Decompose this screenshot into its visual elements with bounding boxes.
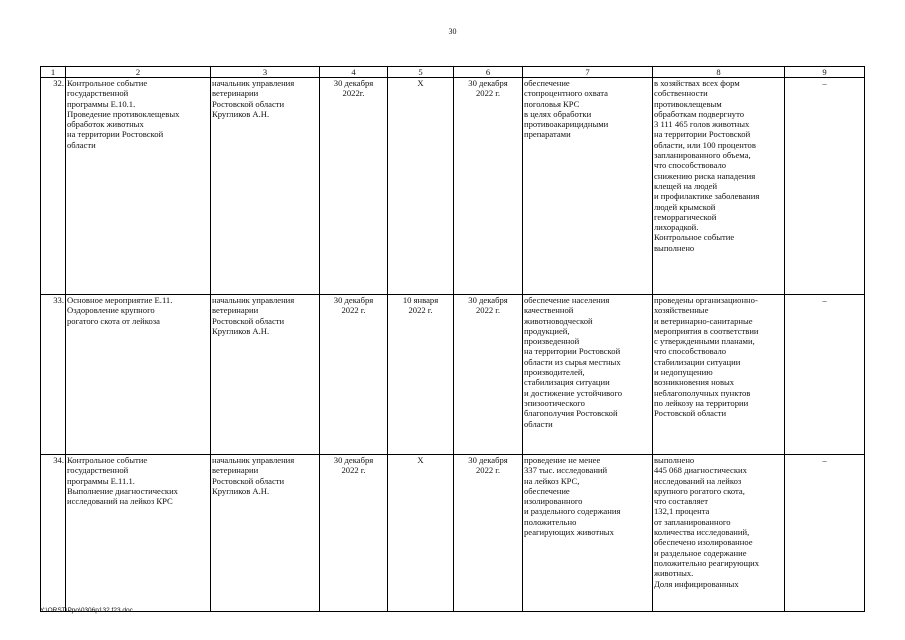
planned-date: 30 декабря 2022 г. [320, 455, 388, 612]
expected-result: обеспечение населения качественной животноводческой продукцией, произведенной на территории Ростовской области из сырья местных производителей, стабилизация ситуации и достижение устойчивого эпизоотического благополучия Ростовской области [523, 295, 653, 455]
planned-date: 30 декабря 2022г. [320, 78, 388, 295]
header-row [41, 67, 865, 78]
actual-result: выполнено 445 068 диагностических исследований на лейкоз крупного рогатого скота, что составляет 132,1 процента от запланированного количества исследований, обеспечено изолированное и раздельное содержание положительно реагирующих животных. Доля инфицированных [653, 455, 785, 612]
event-name: Основное мероприятие Е.11. Оздоровление крупного рогатого скота от лейкоза [66, 295, 211, 455]
column-header: 5 [388, 67, 454, 78]
end-date: 30 декабря 2022 г. [454, 455, 523, 612]
responsible-person: начальник управления ветеринарии Ростовской области Кругликов А.Н. [211, 78, 320, 295]
column-header: 3 [211, 67, 320, 78]
start-date: Х [388, 78, 454, 295]
file-path-footer: Y:\ORST\Ppo\0306p132.f23.doc [40, 607, 133, 614]
actual-result: проведены организационно- хозяйственные и ветеринарно-санитарные мероприятия в соответствии с утвержденными планами, что способствовало стабилизации ситуации и недопущению возникновения новых неблагополучных пунктов по лейкозу на территории Ростовской области [653, 295, 785, 455]
actual-result: в хозяйствах всех форм собственности противоклещевым обработкам подвергнуто 3 111 465 голов животных на территории Ростовской области, или 100 процентов запланированного объема, что способствовало снижению риска нападения клещей на людей и профилактике заболевания людей крымской геморрагической лихорадкой. Контрольное событие выполнено [653, 78, 785, 295]
column-header: 1 [41, 67, 66, 78]
page-number: 30 [448, 27, 457, 36]
responsible-person: начальник управления ветеринарии Ростовской области Кругликов А.Н. [211, 295, 320, 455]
table-row [41, 78, 865, 295]
start-date: 10 января 2022 г. [388, 295, 454, 455]
column-header: 8 [653, 67, 785, 78]
end-date: 30 декабря 2022 г. [454, 295, 523, 455]
event-name: Контрольное событие государственной программы Е.11.1. Выполнение диагностических исследований на лейкоз КРС [66, 455, 211, 612]
column-header: 2 [66, 67, 211, 78]
column-header: 6 [454, 67, 523, 78]
planned-date: 30 декабря 2022 г. [320, 295, 388, 455]
column-header: 4 [320, 67, 388, 78]
expected-result: обеспечение стопроцентного охвата поголовья КРС в целях обработки противоакарицидными препаратами [523, 78, 653, 295]
responsible-person: начальник управления ветеринарии Ростовской области Кругликов А.Н. [211, 455, 320, 612]
row-number: 34. [41, 455, 66, 612]
start-date: Х [388, 455, 454, 612]
problems-cell: – [785, 78, 865, 295]
column-header: 9 [785, 67, 865, 78]
events-table [40, 66, 865, 612]
end-date: 30 декабря 2022 г. [454, 78, 523, 295]
expected-result: проведение не менее 337 тыс. исследований на лейкоз КРС, обеспечение изолированного и раздельного содержания положительно реагирующих животных [523, 455, 653, 612]
column-header: 7 [523, 67, 653, 78]
row-number: 32. [41, 78, 66, 295]
problems-cell: – [785, 295, 865, 455]
table-row [41, 295, 865, 455]
event-name: Контрольное событие государственной программы Е.10.1. Проведение противоклещевых обработок животных на территории Ростовской области [66, 78, 211, 295]
table-row [41, 455, 865, 612]
row-number: 33. [41, 295, 66, 455]
problems-cell: – [785, 455, 865, 612]
